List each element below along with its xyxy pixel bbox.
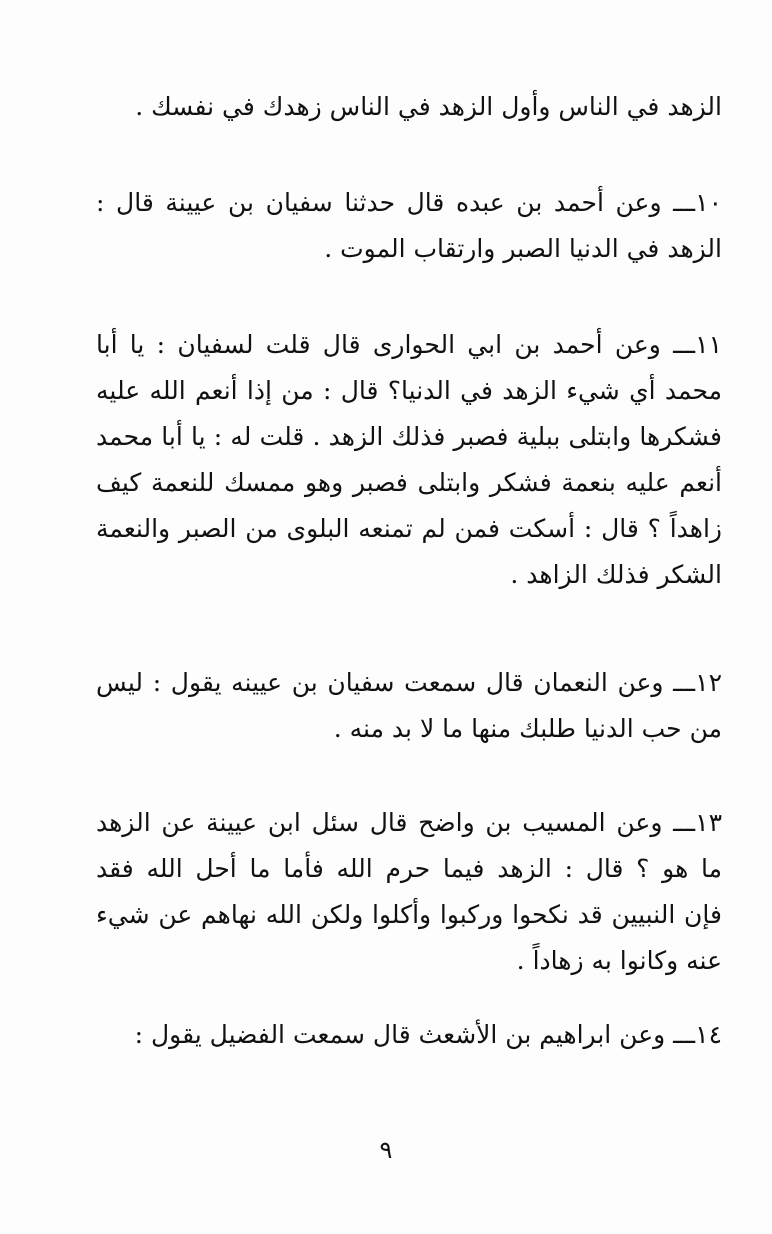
text-line: فإن النبيين قد نكحوا وركبوا وأكلوا ولكن الله نهاهم عن شيء: [96, 900, 722, 929]
text-line: الشكر فذلك الزاهد .: [510, 560, 722, 589]
page-number: ٩: [379, 1136, 393, 1164]
text-line: ١١ـــ وعن أحمد بن ابي الحوارى قال قلت لسفيان : يا أبا: [96, 330, 722, 359]
text-line: ما هو ؟ قال : الزهد فيما حرم الله فأما ما أحل الله فقد: [96, 854, 722, 883]
text-line: عنه وكانوا به زهاداً .: [516, 946, 722, 975]
text-line: الزهد في الدنيا الصبر وارتقاب الموت .: [324, 234, 722, 263]
paragraph-continuation: [96, 84, 722, 130]
text-line: ١٣ـــ وعن المسيب بن واضح قال سئل ابن عيينة عن الزهد: [96, 808, 722, 837]
text-line: ١٢ـــ وعن النعمان قال سمعت سفيان بن عيينه يقول : ليس: [96, 668, 722, 697]
text-line: محمد أي شيء الزهد في الدنيا؟ قال : من إذا أنعم الله عليه: [96, 376, 722, 405]
text-line: الزهد في الناس وأول الزهد في الناس زهدك في نفسك .: [135, 92, 722, 121]
paragraph-10: [96, 180, 722, 272]
paragraph-13: [96, 800, 722, 984]
paragraph-11: [96, 322, 722, 598]
text-line: أنعم عليه بنعمة فشكر وابتلى فصبر وهو ممسك للنعمة كيف: [96, 468, 722, 497]
paragraph-14: [96, 1012, 722, 1058]
text-line: ١٤ـــ وعن ابراهيم بن الأشعث قال سمعت الفضيل يقول :: [134, 1020, 722, 1049]
text-line: زاهداً ؟ قال : أسكت فمن لم تمنعه البلوى من الصبر والنعمة: [96, 514, 722, 543]
text-line: فشكرها وابتلى ببلية فصبر فذلك الزهد . قلت له : يا أبا محمد: [96, 422, 722, 451]
text-line: ١٠ـــ وعن أحمد بن عبده قال حدثنا سفيان بن عيينة قال :: [96, 188, 722, 217]
text-line: من حب الدنيا طلبك منها ما لا بد منه .: [333, 714, 722, 743]
paragraph-12: [96, 660, 722, 752]
